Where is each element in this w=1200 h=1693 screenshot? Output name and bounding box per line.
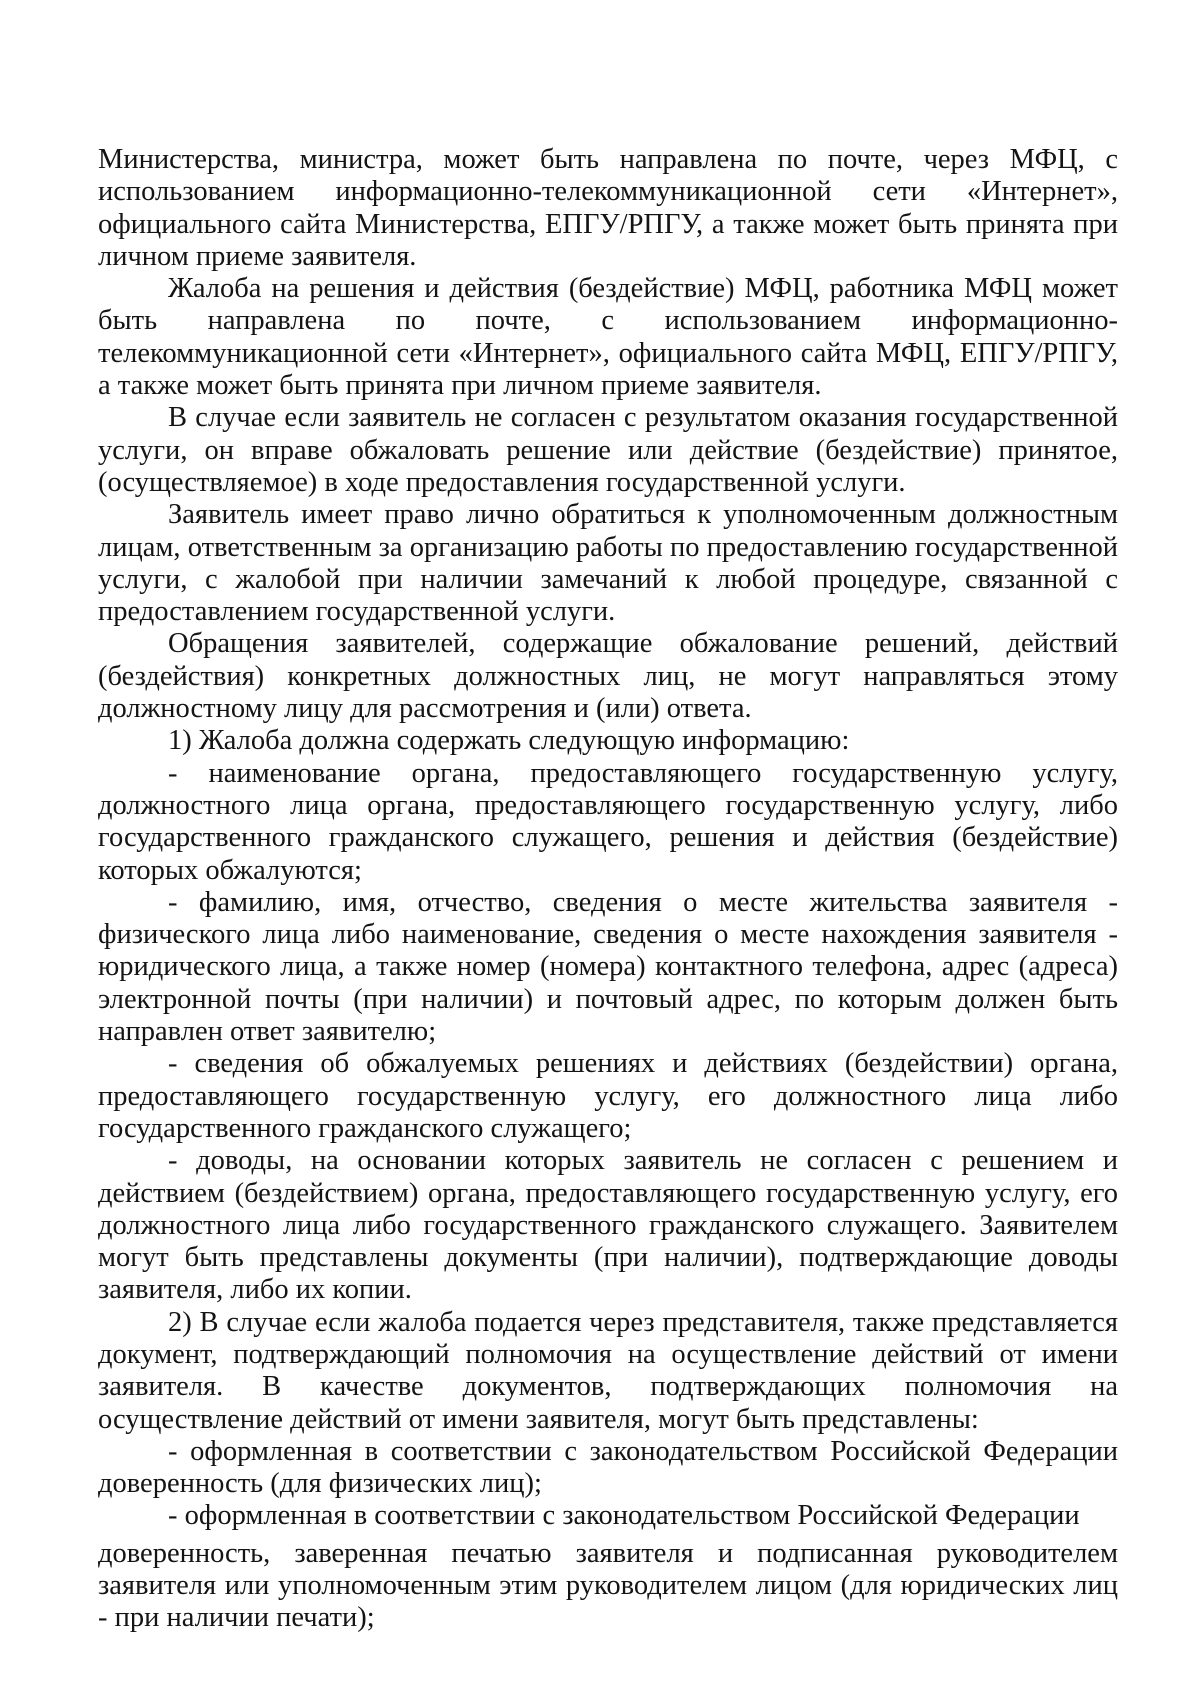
list-item-power-of-attorney-individuals: - оформленная в соответствии с законодательством Российской Федерации доверенность (для физических лиц);	[98, 1435, 1118, 1500]
list-item-arguments: - доводы, на основании которых заявитель не согласен с решением и действием (бездействием) органа, предоставляющего государственную услугу, его должностного лица либо государственного гражданского служащего. Заявителем могут быть представлены документы (при наличии), подтверждающие доводы заявителя, либо их копии.	[98, 1145, 1118, 1306]
list-item-appealed-decisions: - сведения об обжалуемых решениях и действиях (бездействии) органа, предоставляющего государственную услугу, его должностного лица либо государственного гражданского служащего;	[98, 1048, 1118, 1144]
paragraph-representative: 2) В случае если жалоба подается через представителя, также представляется документ, подтверждающий полномочия на осуществление действий от имени заявителя. В качестве документов, подтверждающих полномочия на осуществление действий от имени заявителя, могут быть представлены:	[98, 1306, 1118, 1435]
document-page	[98, 144, 1118, 1635]
paragraph-personal-appeal: Заявитель имеет право лично обратиться к уполномоченным должностным лицам, ответственным за организацию работы по предоставлению государственной услуги, с жалобой при наличии замечаний к любой процедуре, связанной с предоставлением государственной услуги.	[98, 499, 1118, 628]
paragraph-appeal-restriction: Обращения заявителей, содержащие обжалование решений, действий (бездействия) конкретных должностных лиц, не могут направляться этому должностному лицу для рассмотрения и (или) ответа.	[98, 628, 1118, 725]
paragraph-complaint-content-heading: 1) Жалоба должна содержать следующую информацию:	[168, 725, 850, 757]
paragraph-complaint-channels-ministry: Министерства, министра, может быть направлена по почте, через МФЦ, с использованием информационно-телекоммуникационной сети «Интернет», официального сайта Министерства, ЕПГУ/РПГУ, а также может быть принята при личном приеме заявителя.	[98, 144, 1118, 272]
list-item-applicant-details: - фамилию, имя, отчество, сведения о месте жительства заявителя - физического лица либо наименование, сведения о месте нахождения заявителя - юридического лица, а также номер (номера) контактного телефона, адрес (адреса) электронной почты (при наличии) и почтовый адрес, по которым должен быть направлен ответ заявителю;	[98, 886, 1118, 1048]
paragraph-right-to-appeal: В случае если заявитель не согласен с результатом оказания государственной услуги, он вправе обжаловать решение или действие (бездействие) принятое, (осуществляемое) в ходе предоставления государственной услуги.	[98, 402, 1118, 498]
list-item-power-of-attorney-legal-tail: доверенность, заверенная печатью заявителя и подписанная руководителем заявителя или уполномоченным этим руководителем лицом (для юридических лиц - при наличии печати);	[98, 1537, 1118, 1634]
list-item-power-of-attorney-legal-head: - оформленная в соответствии с законодательством Российской Федерации	[168, 1500, 1080, 1532]
paragraph-complaint-channels-mfc: Жалоба на решения и действия (бездействие) МФЦ, работника МФЦ может быть направлена по почте, с использованием информационно-телекоммуникационной сети «Интернет», официального сайта МФЦ, ЕПГУ/РПГУ, а также может быть принята при личном приеме заявителя.	[98, 273, 1118, 402]
list-item-authority-name: - наименование органа, предоставляющего государственную услугу, должностного лица органа, предоставляющего государственную услугу, либо государственного гражданского служащего, решения и действия (бездействие) которых обжалуются;	[98, 757, 1118, 886]
